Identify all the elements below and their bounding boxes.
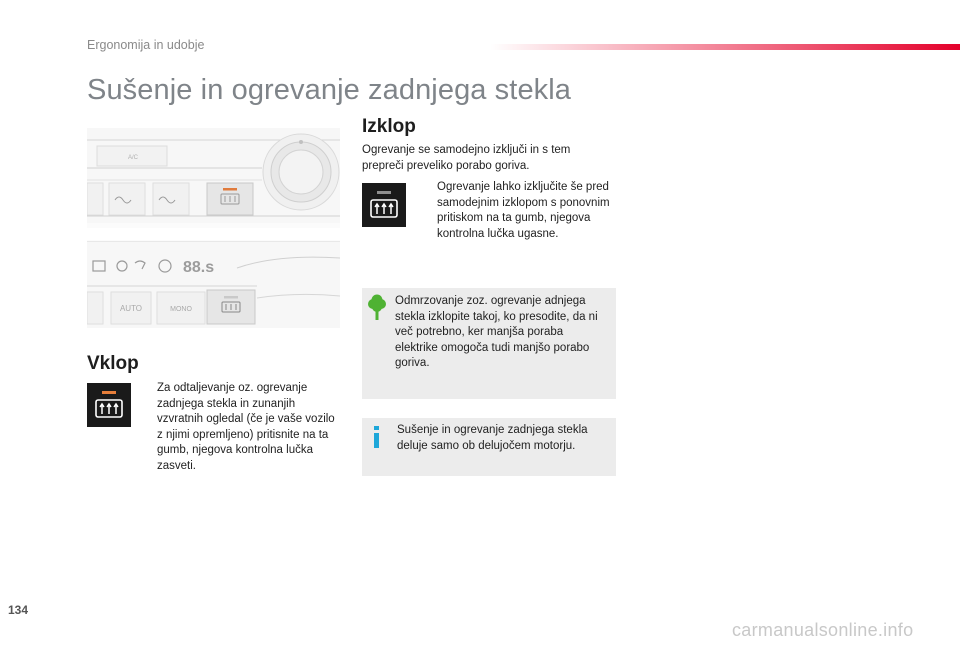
eco-note-box xyxy=(362,288,616,399)
auto-label: AUTO xyxy=(119,304,143,313)
izklop-bullet-text: Ogrevanje lahko izključite še pred samodejnim izklopom s ponovnim pritiskom na ta gumb, njegova kontrolna lučka ugasne. xyxy=(437,181,610,240)
header-accent-bar xyxy=(490,44,960,50)
vklop-heading: Vklop xyxy=(87,353,139,374)
page-number: 134 xyxy=(8,603,29,617)
izklop-heading: Izklop xyxy=(362,116,416,137)
page-title: Sušenje in ogrevanje zadnjega stekla xyxy=(87,74,572,106)
eco-tree-icon xyxy=(367,294,387,322)
mono-label: MONO xyxy=(170,306,192,313)
watermark: carmanualsonline.info xyxy=(732,620,914,640)
info-note-text: Sušenje in ogrevanje zadnjega stekla deluje samo ob delujočem motorju. xyxy=(397,424,588,452)
section-title: Ergonomija in udobje xyxy=(87,38,205,52)
display-readout: 88.s xyxy=(183,259,215,276)
eco-note-text: Odmrzovanje zoz. ogrevanje adnjega stekla izklopite takoj, ko presodite, da ni več potrebno, ker manjša poraba elektrike omogoča tudi manjšo porabo goriva. xyxy=(395,295,598,369)
rear-defrost-icon xyxy=(87,383,131,427)
rear-defrost-icon xyxy=(362,183,406,227)
info-note-box xyxy=(362,418,616,476)
ac-label: A/C xyxy=(127,155,139,161)
vklop-bullet-text: Za odtaljevanje oz. ogrevanje zadnjega stekla in zunanjih vzvratnih ogledal (če je vaše vozilo z njimi opremljeno) pritisnite na ta gumb, njegova kontrolna lučka zasveti. xyxy=(157,382,335,472)
izklop-intro: Ogrevanje se samodejno izključi in s tem prepreči preveliko porabo goriva. xyxy=(362,144,571,172)
info-icon xyxy=(371,424,383,450)
control-panel-illustration xyxy=(87,128,340,328)
